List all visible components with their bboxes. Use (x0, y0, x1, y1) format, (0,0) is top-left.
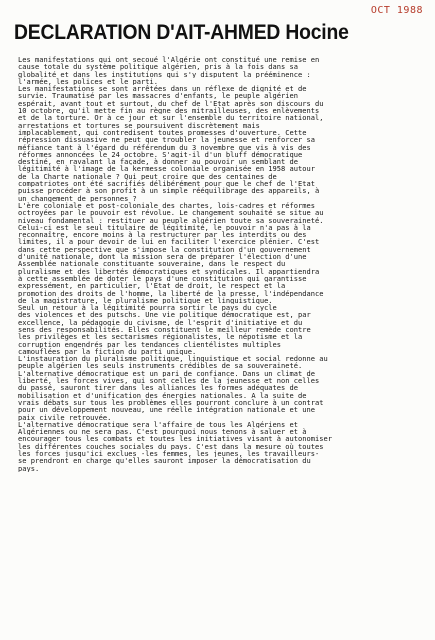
body-text-line: Seul un retour à la légitimité pourra sortir le pays du cycle (18, 304, 277, 312)
body-text-line: Assemblée nationale constituante souveraine, dans le respect du (18, 260, 286, 268)
body-text-line: réformes annoncées le 24 octobre. S'agit-il d'un bluff démocratique (18, 150, 303, 159)
body-text-line: se prendront en charge qu'elles sauront imposer la démocratisation du (18, 457, 311, 465)
body-text-line: puisse procéder à son profit à un simple rééquilibrage des appareils, à (18, 187, 320, 195)
body-text-line: encourager tous les combats et toutes les initiatives visant à autonomiser (18, 435, 332, 443)
body-text-line: de la Charte nationale ? Qui peut croire que des centaines de (18, 172, 277, 181)
body-text-line: cause totale du système politique algérien, pris à la fois dans sa (18, 63, 299, 71)
body-text-line: globalité et dans les institutions qui s'y disputent la prééminence : (18, 70, 311, 78)
body-text-line: compatriotes ont été sacrifiés délibérément pour que le chef de l'Etat (18, 180, 315, 188)
body-text-line: peuple algérien les seuls instruments crédibles de sa souveraineté. (18, 362, 303, 370)
body-text-line: excellence, la pédagogie du civisme, de l'esprit d'initiative et du (18, 318, 303, 326)
body-text-line: Les manifestations qui ont secoué l'Algérie ont constitué une remise en (18, 56, 320, 64)
body-text-line: L'instauration du pluralisme politique, linguistique et social redonne au (18, 355, 328, 363)
body-text-line: de la magistrature, le pluralisme politique et linguistique. (18, 296, 273, 305)
body-text-line: implacablement, qui contredisent toutes promesses d'ouverture. Cette (18, 128, 307, 137)
body-text-line: et de la torture. Or à ce jour et sur l'ensemble du territoire national, (18, 114, 324, 122)
body-text-line: pluralisme et des libertés démocratiques et syndicales. Il appartiendra (18, 267, 320, 275)
body-text-line: les privilèges et les sectarismes régionalistes, le népotisme et la (18, 333, 303, 341)
body-text-line: arrestations et tortures se poursuivent discrètement mais (18, 121, 260, 129)
body-text-line: paix civile retrouvée. (18, 413, 112, 421)
body-text-line: L'ère coloniale et post-coloniale des chartes, lois-cadres et réformes (18, 201, 315, 210)
body-text-line: sens des responsabilités. Elles constituent le meilleur remède contre (18, 325, 311, 334)
body-text-line: survie. Traumatisé par les massacres d'enfants, le peuple algérien (18, 92, 299, 100)
body-text-line: pour un développement nouveau, une réelle intégration nationale et une (18, 406, 315, 414)
body-text-line: L'alternative démocratique sera l'affaire de tous les Algériens et (18, 420, 299, 429)
body-text-line: espérait, avant tout et surtout, du chef de l'Etat après son discours du (18, 99, 324, 108)
document-title: DECLARATION D'AIT-AHMED Hocine (14, 21, 349, 44)
body-text-line: L'alternative démocratique est un pari de confiance. Dans un climat de (18, 369, 315, 378)
body-text-line: dans cette perspective que s'impose la constitution d'un gouvernement (18, 245, 311, 254)
body-text-line: pays. (18, 464, 40, 472)
body-text-line: 10 octobre, qu'il mette fin au règne des mitrailleuses, des enlèvements (18, 107, 320, 115)
body-text-line: à cette assemblée de doter le pays d'une constitution qui garantisse (18, 274, 307, 283)
body-text-line: expressément, en particulier, l'Etat de droit, le respect et la (18, 282, 286, 290)
body-text-line: corruption engendrés par les tendances clientélistes multiples (18, 340, 282, 348)
body-text-line: niveau fondamental : restituer au peuple algérien toute sa souveraineté. (18, 216, 324, 224)
body-text-line: liberté, les forces vives, qui sont celles de la jeunesse et non celles (18, 377, 320, 385)
body-text-line: les différentes couches sociales du pays. C'est dans la mesure où toutes (18, 442, 324, 451)
body-text-line: reconnaître, encore moins à la restructurer par les interdits ou des (18, 231, 307, 239)
body-text-line: Algériennes ou ne sera pas. C'est pourquoi nous tenons à saluer et à (18, 428, 307, 436)
body-text-line: les forces jusqu'ici exclues -les femmes, les jeunes, les travailleurs- (18, 450, 320, 458)
body-text-line: promotion des droits de l'homme, la liberté de la presse, l'indépendance (18, 289, 324, 297)
date-stamp: OCT 1988 (370, 5, 423, 16)
body-text-line: du passé, sauront tirer dans les alliances les formes adéquates de (18, 384, 299, 392)
body-text-line: répression dissuasive ne peut que troubler la jeunesse et renforcer sa (18, 136, 315, 144)
body-text-line: d'unité nationale, dont la mission sera de préparer l'élection d'une (18, 253, 307, 261)
body-text-line: un changement de personnes ? (18, 194, 137, 202)
body-text-line: octroyées par le pouvoir est révolue. Le changement souhaité se situe au (18, 209, 324, 217)
body-text-line: mobilisation et d'unification des énergies nationales. A la suite de (18, 391, 307, 399)
body-text-line: vrais débats sur tous les problèmes elles pourront conclure à un contrat (18, 398, 324, 407)
body-text-line: légitimité à l'image de la kermesse coloniale organisée en 1958 autour (18, 165, 315, 173)
body-text-line: méfiance tant à l'égard du référendum du 3 novembre que vis à vis des (18, 143, 311, 151)
body-text-line: camouflées par la fiction du parti unique. (18, 347, 197, 356)
body-text-line: destiné, en ravalant la façade, à donner au pouvoir un semblant de (18, 158, 299, 166)
body-text-line: des violences et des putschs. Une vie politique démocratique est, par (18, 311, 311, 319)
body-text-line: l'armée, les polices et le parti. (18, 77, 159, 86)
body-text-line: limites, il a pour devoir de lui en faciliter l'exercice plénier. C'est (18, 238, 320, 246)
document-body (18, 56, 417, 472)
body-text-line: Les manifestations se sont arrêtées dans un réflexe de dignité et de (18, 85, 307, 93)
body-text-line: Celui-ci est le seul titulaire de légitimité, le pouvoir n'a pas à la (18, 223, 311, 232)
